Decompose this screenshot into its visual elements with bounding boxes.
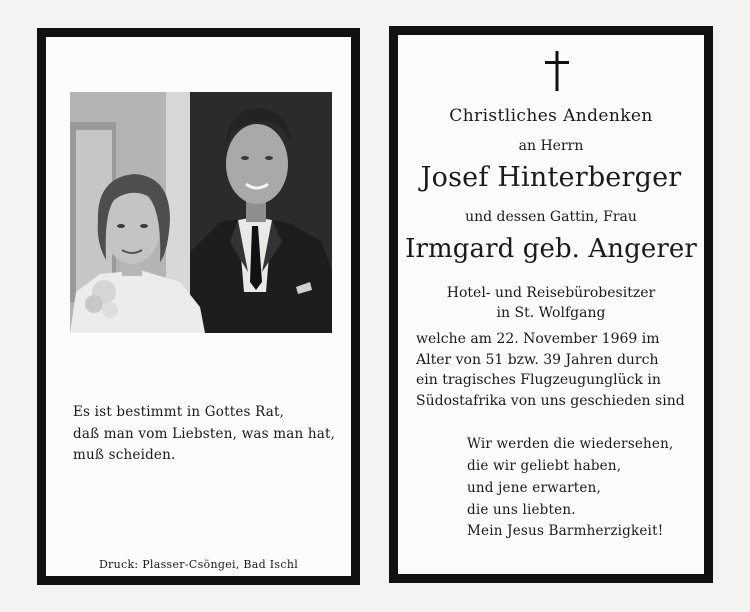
- right-memorial-card: [389, 26, 713, 583]
- left-verse-line: daß man vom Liebsten, was man hat,: [73, 425, 336, 442]
- salutation: an Herrn: [518, 138, 584, 154]
- connector-text: und dessen Gattin, Frau: [465, 209, 637, 225]
- right-verse: [467, 433, 707, 521]
- occupation-line-2: in St. Wolfgang: [496, 305, 606, 321]
- notice-line: ein tragisches Flugzeugunglück in: [416, 372, 661, 388]
- death-notice: [416, 329, 704, 411]
- card-heading: Christliches Andenken: [449, 106, 653, 126]
- closing-prayer: Mein Jesus Barmherzigkeit!: [467, 523, 664, 539]
- right-verse-line: Wir werden die wiedersehen,: [467, 436, 674, 452]
- left-verse-line: Es ist bestimmt in Gottes Rat,: [73, 404, 285, 420]
- left-verse-line: muß scheiden.: [73, 447, 176, 463]
- cross-icon: [542, 49, 572, 93]
- notice-line: Alter von 51 bzw. 39 Jahren durch: [416, 351, 659, 368]
- name-wife: Irmgard geb. Angerer: [405, 234, 697, 264]
- right-verse-line: die wir geliebt haben,: [467, 458, 622, 474]
- left-verse: [73, 402, 343, 467]
- occupation-line-1: Hotel- und Reisebürobesitzer: [446, 285, 656, 301]
- left-memorial-card: [37, 28, 360, 585]
- right-verse-line: und jene erwarten,: [467, 480, 601, 496]
- printer-credit: Druck: Plasser-Csöngei, Bad Ischl: [98, 558, 299, 571]
- notice-line: Südostafrika von uns geschieden sind: [416, 392, 685, 409]
- name-husband: Josef Hinterberger: [420, 162, 682, 193]
- right-verse-line: die uns liebten.: [467, 502, 576, 518]
- couple-photo: [70, 92, 332, 333]
- notice-line: welche am 22. November 1969 im: [416, 331, 660, 347]
